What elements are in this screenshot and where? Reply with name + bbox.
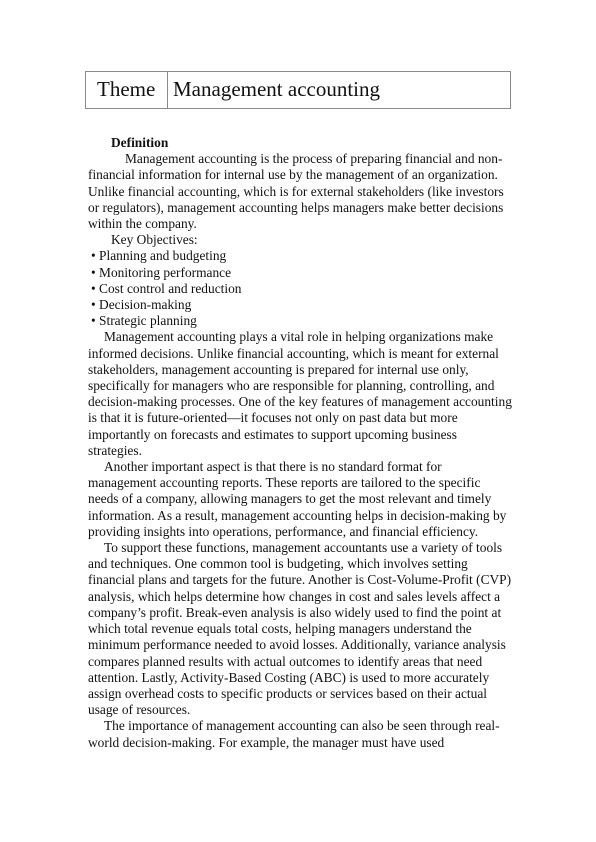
document-body: [88, 135, 512, 751]
list-item: • Planning and budgeting: [91, 248, 227, 264]
objectives-list: [88, 248, 512, 329]
theme-table: [85, 71, 511, 109]
body-paragraph: Another important aspect is that there is no standard format for management accounting reports. These reports are tailored to the specific needs of a company, allowing managers to get the most relevant and timely information. As a result, management accounting helps in decision-making by providing insights into operations, performance, and financial efficiency.: [88, 459, 507, 539]
list-item: • Cost control and reduction: [91, 280, 242, 296]
body-paragraph: To support these functions, management accountants use a variety of tools and techniques. One common tool is budgeting, which involves setting financial plans and targets for the future. Another is Cost-Volume-Profit (CVP) analysis, which helps determine how changes in cost and sales levels affect a company’s profit. Break-even analysis is also widely used to find the point at which total revenue equals total costs, helping managers understand the minimum performance needed to avoid losses. Additionally, variance analysis compares planned results with actual outcomes to identify areas that need attention. Lastly, Activity-Based Costing (ABC) is used to more accurately assign overhead costs to specific products or services based on their actual usage of resources.: [88, 540, 512, 718]
list-item: • Monitoring performance: [91, 264, 232, 280]
theme-label: Theme: [86, 72, 168, 108]
body-paragraph: Management accounting plays a vital role in helping organizations make informed decisions. Unlike financial accounting, which is meant for external stakeholders, management accounting is prepared for internal use only, specifically for managers who are responsible for planning, controlling, and decision-making processes. One of the key features of management accounting is that it is future-oriented—it focuses not only on past data but more importantly on forecasts and estimates to support upcoming business strategies.: [88, 329, 512, 458]
definition-paragraph: Management accounting is the process of preparing financial and non-financial information for internal use by the management of an organization. Unlike financial accounting, which is for external stakeholders (like investors or regulators), management accounting helps managers make better decisions within the company.: [88, 151, 504, 232]
section-heading: Definition: [111, 135, 169, 150]
objectives-label: Key Objectives:: [111, 232, 198, 248]
list-item: • Decision-making: [91, 297, 192, 313]
list-item: • Strategic planning: [91, 313, 197, 329]
body-paragraph: The importance of management accounting can also be seen through real-world decision-making. For example, the manager must have used: [88, 718, 500, 750]
theme-value: Management accounting: [173, 77, 381, 101]
